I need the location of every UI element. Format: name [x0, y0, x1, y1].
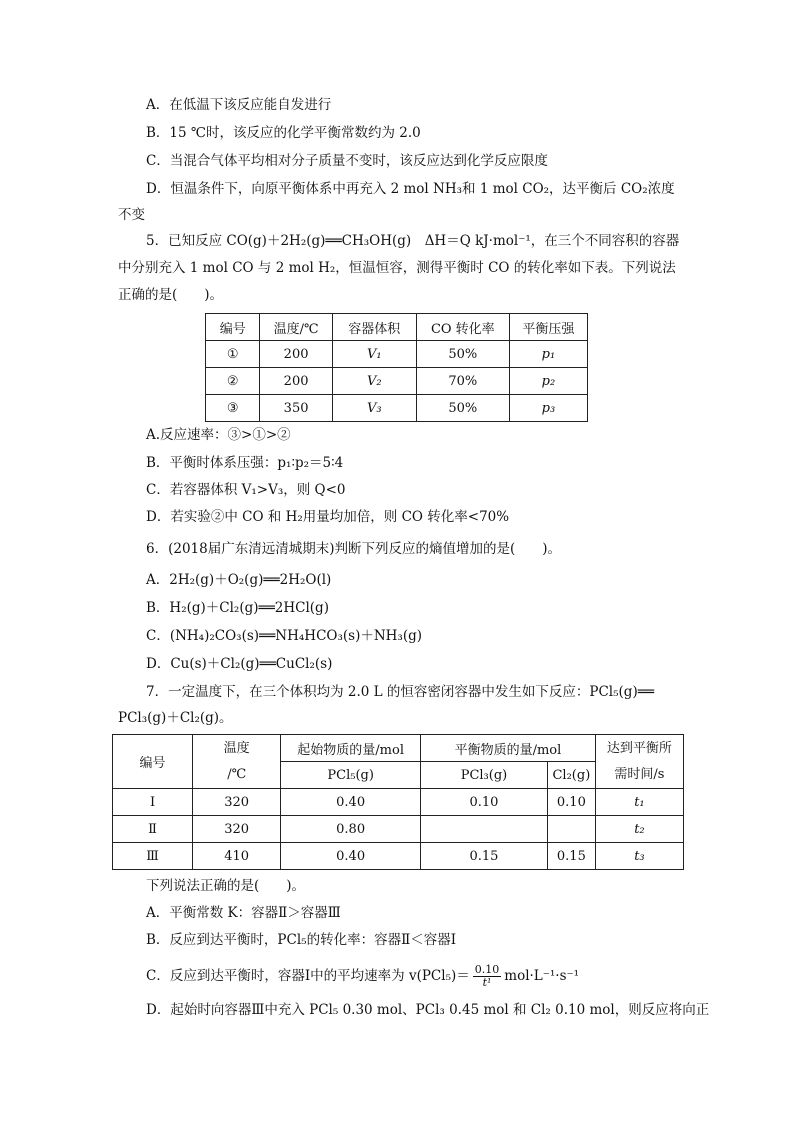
- table-cell: Ⅱ: [113, 816, 193, 843]
- q4-option-c: C．当混合气体平均相对分子质量不变时，该反应达到化学反应限度: [146, 153, 548, 169]
- q6-option-b: B．H₂(g)＋Cl₂(g)══2HCl(g): [146, 600, 329, 616]
- table-cell: V₁: [332, 341, 416, 368]
- table-cell: 50%: [416, 395, 509, 422]
- q6-stem: 6．(2018届广东清远清城期末)判断下列反应的熵值增加的是( )。: [146, 541, 562, 557]
- q7-stem-line2: PCl₃(g)＋Cl₂(g)。: [118, 710, 233, 726]
- table-header: 达到平衡所: [606, 740, 672, 756]
- q7-table: [112, 734, 684, 870]
- table-cell: 0.80: [281, 816, 421, 843]
- q7-option-c: [146, 962, 579, 990]
- table-cell: Ⅲ: [113, 843, 193, 870]
- q5-option-c: C．若容器体积 V₁>V₃，则 Q<0: [146, 482, 346, 498]
- table-header: PCl₅(g): [281, 762, 421, 789]
- table-header: 编号: [206, 314, 260, 341]
- table-row: [206, 341, 588, 368]
- table-header: 温度/℃: [260, 314, 332, 341]
- table-header-row: [206, 314, 588, 341]
- table-cell: 200: [260, 368, 332, 395]
- table-cell: [421, 816, 548, 843]
- table-cell: p₁: [509, 341, 587, 368]
- q5-table: [205, 313, 588, 422]
- q5-option-d: D．若实验②中 CO 和 H₂用量均加倍，则 CO 转化率<70%: [146, 509, 510, 525]
- table-cell: V₃: [332, 395, 416, 422]
- q4-option-b: B．15 ℃时，该反应的化学平衡常数约为 2.0: [146, 125, 421, 141]
- q6-option-c: C．(NH₄)₂CO₃(s)══NH₄HCO₃(s)＋NH₃(g): [146, 628, 423, 644]
- table-cell: t₃: [595, 843, 683, 870]
- table-cell: 70%: [416, 368, 509, 395]
- table-cell: [547, 816, 595, 843]
- table-cell: 350: [260, 395, 332, 422]
- table-header-time: [595, 735, 683, 789]
- table-cell: 0.10: [421, 789, 548, 816]
- table-cell: ②: [206, 368, 260, 395]
- table-header: 起始物质的量/mol: [281, 735, 421, 762]
- table-cell: 200: [260, 341, 332, 368]
- table-cell: 50%: [416, 341, 509, 368]
- table-cell: 0.15: [421, 843, 548, 870]
- table-cell: 320: [193, 789, 281, 816]
- table-cell: 0.40: [281, 843, 421, 870]
- table-cell: ①: [206, 341, 260, 368]
- table-header: Cl₂(g): [547, 762, 595, 789]
- q7-option-c-text: C．反应到达平衡时，容器Ⅰ中的平均速率为 v(PCl₅)＝: [146, 968, 470, 984]
- table-cell: t₁: [595, 789, 683, 816]
- table-header: 平衡压强: [509, 314, 587, 341]
- table-cell: 0.15: [547, 843, 595, 870]
- q7-option-c-unit: mol·L⁻¹·s⁻¹: [504, 968, 580, 984]
- table-header: 编号: [113, 735, 193, 789]
- q7-stem-line1: 7．一定温度下，在三个体积均为 2.0 L 的恒容密闭容器中发生如下反应：PCl₅(g)══: [146, 684, 654, 700]
- table-header: 平衡物质的量/mol: [421, 735, 596, 762]
- table-header-row: [113, 735, 684, 762]
- table-cell: 410: [193, 843, 281, 870]
- q5-stem-line1: 5．已知反应 CO(g)＋2H₂(g)══CH₃OH(g) ΔH＝Q kJ·mol⁻¹，在三个不同容积的容器: [146, 233, 680, 249]
- q6-option-d: D．Cu(s)＋Cl₂(g)══CuCl₂(s): [146, 656, 333, 672]
- table-row: [206, 395, 588, 422]
- table-header-temp: [193, 735, 281, 789]
- table-cell: 0.40: [281, 789, 421, 816]
- q5-stem-line3: 正确的是( )。: [118, 287, 224, 303]
- q4-option-a: A．在低温下该反应能自发进行: [146, 97, 332, 113]
- q5-option-b: B．平衡时体系压强：p₁∶p₂＝5∶4: [146, 455, 344, 471]
- q7-option-b: B．反应到达平衡时，PCl₅的转化率：容器Ⅱ＜容器Ⅰ: [146, 932, 457, 948]
- table-row: [206, 368, 588, 395]
- fraction: [473, 964, 502, 989]
- q4-option-d: D．恒温条件下，向原平衡体系中再充入 2 mol NH₃和 1 mol CO₂，达平衡后 CO₂浓度: [146, 181, 675, 197]
- q7-option-d: D．起始时向容器Ⅲ中充入 PCl₅ 0.30 mol、PCl₃ 0.45 mol 和 Cl₂ 0.10 mol，则反应将向正: [146, 1002, 710, 1018]
- table-row: [113, 816, 684, 843]
- fraction-numerator: 0.10: [474, 963, 500, 976]
- q7-option-a: A．平衡常数 K：容器Ⅱ＞容器Ⅲ: [146, 905, 341, 921]
- table-row: [113, 789, 684, 816]
- table-cell: t₂: [595, 816, 683, 843]
- table-cell: p₃: [509, 395, 587, 422]
- table-cell: Ⅰ: [113, 789, 193, 816]
- q7-question: 下列说法正确的是( )。: [146, 878, 306, 894]
- q5-stem-line2: 中分别充入 1 mol CO 与 2 mol H₂，恒温恒容，测得平衡时 CO 的转化率如下表。下列说法: [118, 260, 676, 276]
- q6-option-a: A．2H₂(g)＋O₂(g)══2H₂O(l): [146, 572, 332, 588]
- table-header: CO 转化率: [416, 314, 509, 341]
- table-header: 需时间/s: [614, 766, 665, 782]
- table-header: /℃: [227, 766, 247, 782]
- table-cell: ③: [206, 395, 260, 422]
- fraction-denominator: t¹: [482, 976, 492, 989]
- table-cell: V₂: [332, 368, 416, 395]
- table-header: 容器体积: [332, 314, 416, 341]
- table-row: [113, 843, 684, 870]
- table-header: 温度: [223, 740, 250, 756]
- q4-option-d-cont: 不变: [118, 207, 145, 223]
- table-cell: 320: [193, 816, 281, 843]
- q5-option-a: A.反应速率：③>①>②: [146, 427, 291, 443]
- table-cell: p₂: [509, 368, 587, 395]
- table-cell: 0.10: [547, 789, 595, 816]
- table-header: PCl₃(g): [421, 762, 548, 789]
